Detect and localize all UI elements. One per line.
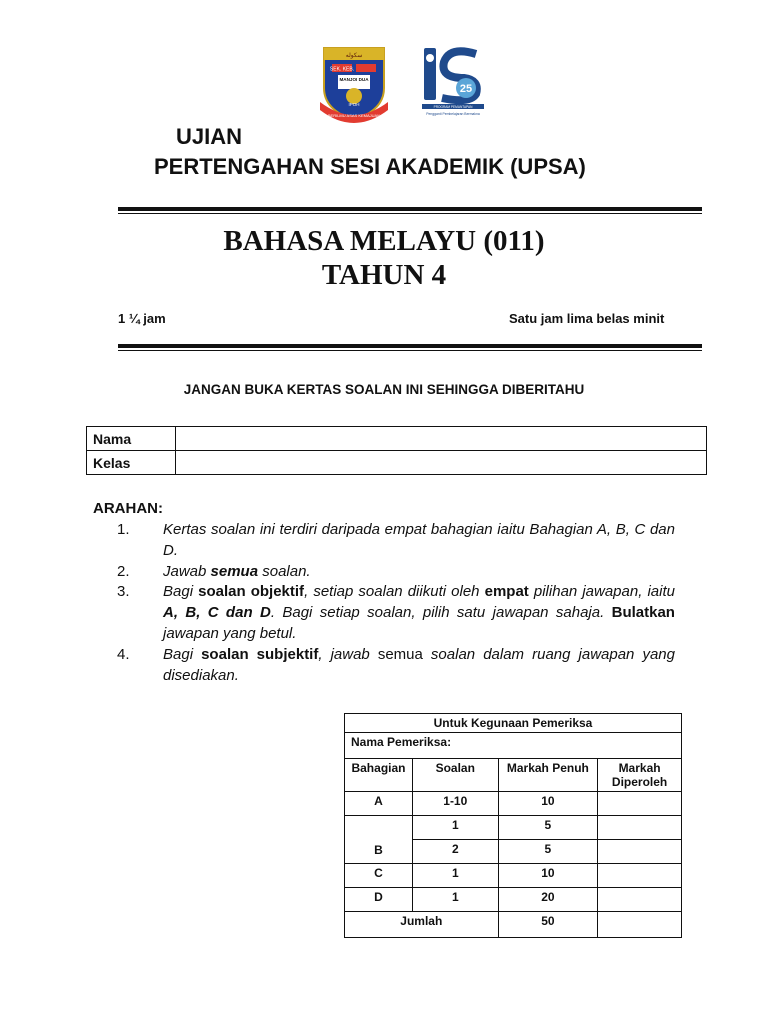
instruction-number: 3.: [117, 583, 130, 601]
instruction-item: [117, 645, 675, 687]
instruction-number: 4.: [117, 645, 130, 663]
school-crest-icon: [318, 44, 390, 124]
row-markah-diperoleh[interactable]: [598, 840, 682, 864]
header-markah-diperoleh: Markah Diperoleh: [598, 759, 682, 792]
row-bahagian: A: [345, 792, 413, 816]
instruction-item: [117, 520, 675, 562]
examiner-table: [344, 713, 682, 938]
student-class-row: [87, 451, 707, 475]
examiner-name-row: [345, 733, 682, 759]
instruction-text-part: empat: [484, 583, 529, 601]
row-markah-diperoleh[interactable]: [598, 792, 682, 816]
do-not-open-warning: JANGAN BUKA KERTAS SOALAN INI SEHINGGA DIBERITAHU: [183, 382, 585, 397]
examiner-header-row: [345, 759, 682, 792]
row-markah-penuh: 5: [498, 816, 598, 840]
header-soalan: Soalan: [412, 759, 498, 792]
instruction-text-part: jawapan yang betul.: [163, 624, 297, 642]
instruction-text-part: pilihan jawapan, iaitu: [528, 583, 675, 601]
header-bahagian: Bahagian: [345, 759, 413, 792]
instruction-text-part: semua: [210, 562, 259, 580]
total-obtained[interactable]: [598, 912, 682, 938]
instructions-list: [117, 520, 675, 686]
instruction-text-part: soalan.: [258, 562, 311, 580]
total-row: [345, 912, 682, 938]
row-markah-diperoleh[interactable]: [598, 816, 682, 840]
instruction-text-part: A, B, C dan D: [163, 604, 271, 622]
instruction-text: [163, 520, 675, 562]
class-label: Kelas: [87, 451, 176, 475]
svg-text:PROGRAM PEMANTAPAN: PROGRAM PEMANTAPAN: [433, 104, 473, 109]
total-value: 50: [498, 912, 598, 938]
instruction-text-part: Kertas soalan ini terdiri daripada empat bahagian iaitu Bahagian A, B, C dan D.: [163, 521, 675, 559]
row-bahagian: B: [345, 816, 413, 864]
instruction-text-part: , jawab: [318, 645, 378, 663]
name-field[interactable]: [176, 427, 707, 451]
row-bahagian: C: [345, 864, 413, 888]
row-soalan: 2: [412, 840, 498, 864]
instruction-text-part: soalan objektif: [198, 583, 305, 601]
row-soalan: 1-10: [412, 792, 498, 816]
duration-long: Satu jam lima belas minit: [509, 311, 665, 326]
name-label: Nama: [87, 427, 176, 451]
row-markah-diperoleh[interactable]: [598, 864, 682, 888]
table-row: [345, 888, 682, 912]
instruction-text-part: soalan subjektif: [201, 645, 319, 663]
row-markah-penuh: 10: [498, 792, 598, 816]
row-markah-penuh: 5: [498, 840, 598, 864]
table-row: [345, 864, 682, 888]
total-label: Jumlah: [345, 912, 499, 938]
row-markah-penuh: 10: [498, 864, 598, 888]
instruction-text-part: Bagi: [163, 583, 199, 601]
instruction-text-part: semua: [377, 645, 423, 663]
row-soalan: 1: [412, 864, 498, 888]
row-bahagian: D: [345, 888, 413, 912]
instruction-text-part: , setiap soalan diikuti oleh: [304, 583, 485, 601]
examiner-title-row: [345, 714, 682, 733]
row-soalan: 1: [412, 816, 498, 840]
svg-text:25: 25: [459, 83, 473, 95]
instruction-number: 2.: [117, 562, 130, 580]
instruction-text-part: Jawab: [163, 562, 211, 580]
svg-text:ﺳﻜﻮﻟﻪ: ﺳﻜﻮﻟﻪ: [345, 52, 363, 59]
instruction-text: [163, 645, 675, 687]
exam-title-line2: PERTENGAHAN SESI AKADEMIK (UPSA): [154, 154, 586, 179]
svg-text:SEK. KEB.: SEK. KEB.: [329, 66, 355, 73]
table-row: [345, 816, 682, 840]
instruction-item: [117, 562, 675, 583]
isp-25-logo-icon: [420, 44, 486, 120]
instruction-item: [117, 582, 675, 644]
header-markah-penuh: Markah Penuh: [498, 759, 598, 792]
top-divider: [118, 207, 702, 214]
examiner-table-title: Untuk Kegunaan Pemeriksa: [345, 714, 682, 733]
row-markah-penuh: 20: [498, 888, 598, 912]
student-info-table: [86, 426, 707, 475]
instruction-text-part: Bagi: [163, 645, 202, 663]
student-name-row: [87, 427, 707, 451]
instructions-title: ARAHAN:: [93, 500, 163, 517]
bottom-divider: [118, 344, 702, 351]
subject-year: TAHUN 4: [321, 259, 447, 291]
svg-text:Pengganti Pembelajaran Bermakn: Pengganti Pembelajaran Bermakna: [426, 112, 480, 116]
duration-short: 1 ¼ jam: [118, 311, 166, 326]
class-field[interactable]: [176, 451, 707, 475]
instruction-text-part: Bulatkan: [611, 604, 675, 622]
svg-text:BERILMU ASAS KEMAJUAN: BERILMU ASAS KEMAJUAN: [327, 113, 381, 118]
subject-heading: [0, 224, 768, 292]
instruction-number: 1.: [117, 521, 130, 538]
svg-text:MANJOI DUA: MANJOI DUA: [339, 77, 369, 82]
row-markah-diperoleh[interactable]: [598, 888, 682, 912]
instruction-text-part: . Bagi setiap soalan, pilih satu jawapan sahaja.: [270, 604, 612, 622]
exam-title-line1: UJIAN: [176, 124, 243, 149]
subject-name: BAHASA MELAYU (011): [223, 225, 545, 257]
table-row: [345, 792, 682, 816]
svg-text:IPOH: IPOH: [348, 102, 360, 107]
instruction-text: [163, 562, 675, 583]
instruction-text-part: soalan dalam ruang jawapan yang disediakan.: [163, 645, 675, 684]
row-soalan: 1: [412, 888, 498, 912]
examiner-name-label: Nama Pemeriksa:: [345, 733, 682, 759]
instruction-text: [163, 582, 675, 644]
